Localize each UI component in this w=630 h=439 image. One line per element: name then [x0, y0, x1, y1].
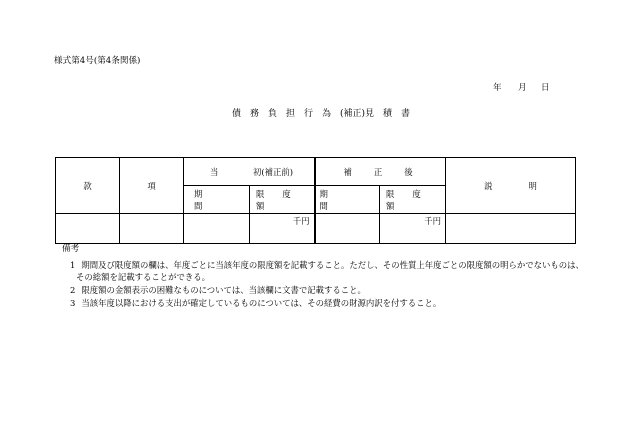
header-explanation [446, 158, 576, 214]
cell-kou [120, 214, 184, 244]
note-item-3 [70, 299, 441, 307]
note-item-2 [70, 286, 366, 294]
header-limit-after-label: 限度額 [386, 188, 439, 211]
header-kan: 款 [56, 158, 120, 214]
title-tail: 見積書 [365, 109, 420, 119]
note-2-number: 2 [70, 285, 76, 295]
estimate-table [55, 157, 576, 244]
cell-kan [56, 214, 120, 244]
note-item-1 [70, 261, 584, 269]
date-month-label: 月 [518, 83, 527, 93]
header-initial [184, 158, 315, 186]
note-1-number: 1 [70, 260, 76, 270]
note-3-text: 当該年度以降における支出が確定しているものについては、その経費の財源内訳を付すること。 [81, 298, 442, 308]
notes-heading: 備考 [62, 244, 80, 254]
document-title [232, 110, 419, 119]
note-2-text: 限度額の金額表示の困難なものについては、当該欄に文書で記載すること。 [81, 285, 366, 295]
title-paren: (補正) [340, 109, 366, 119]
header-limit-initial [250, 186, 315, 214]
header-initial-prefix: 当 [210, 166, 219, 177]
header-explanation-label: 説明 [484, 180, 573, 191]
header-kou: 項 [120, 158, 184, 214]
cell-period-after [315, 214, 380, 244]
form-number: 様式第4号(第4条関係) [54, 56, 141, 66]
date-day-label: 日 [541, 83, 550, 93]
date-year-label: 年 [493, 83, 502, 93]
header-initial-suffix: 初(補正前) [253, 166, 294, 177]
note-3-number: 3 [70, 298, 76, 308]
header-period-initial [184, 186, 250, 214]
header-period-after [315, 186, 380, 214]
note-1-text: 期間及び限度額の欄は、年度ごとに当該年度の限度額を記載すること。ただし、その性質上年度ごとの限度額の明らかでないものは、 [81, 260, 584, 270]
header-limit-after [380, 186, 446, 214]
header-period-initial-label: 期間 [194, 188, 247, 211]
cell-period-initial [184, 214, 250, 244]
header-after-label: 補正後 [343, 166, 435, 177]
header-after [315, 158, 446, 186]
header-period-after-label: 期間 [319, 188, 372, 211]
date-line [493, 84, 550, 93]
cell-explanation [446, 214, 576, 244]
cell-limit-after-unit: 千円 [380, 214, 446, 244]
header-limit-initial-label: 限度額 [256, 188, 309, 211]
note-item-1-continuation: その総額を記載することができる。 [76, 272, 210, 282]
title-main: 債務負担行為 [232, 109, 341, 119]
cell-limit-initial-unit: 千円 [250, 214, 315, 244]
